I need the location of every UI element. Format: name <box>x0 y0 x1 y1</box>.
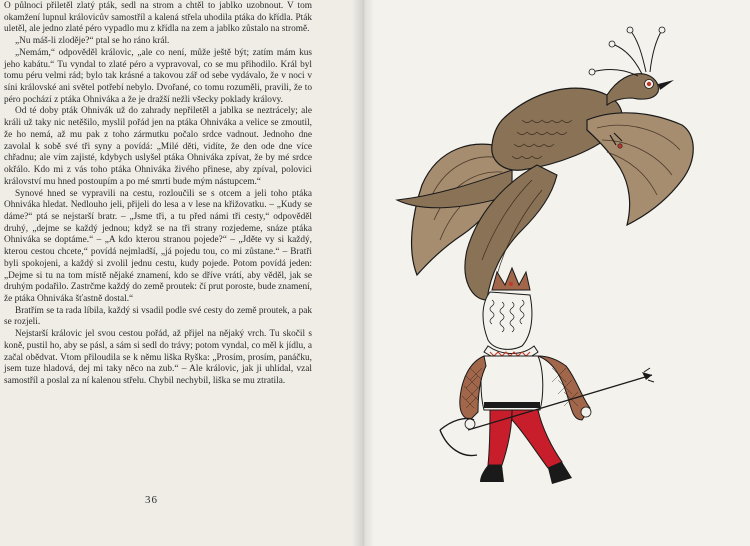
bird-crest <box>592 30 662 76</box>
paragraph: Bratřím se ta rada líbila, každý si vsadil podle své cesty do země proutek, a pak se rozjeli. <box>4 305 312 328</box>
bird-neck <box>607 74 658 105</box>
bird-right-wing <box>587 113 693 225</box>
paragraph: „Nu máš-li zloděje?“ ptal se ho ráno král. <box>15 36 170 47</box>
book-gutter-shadow <box>352 0 374 546</box>
paragraph: Synové hned se vypravili na cestu, rozloučili se s otcem a jeli toho ptáka Ohniváka hledat. Nedlouho jeli, přijeli do lesa a v lese na křižovatku. – „Kudy se dáme?“ ptá se nejstarší bratr. – „Jsme tři, a tu před námi tři cesty,“ odpověděl druhý, „dejme se každý jednou; když se na tři strany rozjedeme, snáze ptáka Ohniváka se doptáme.“ – „A kdo kterou stranou pojede?“ – „Jděte vy si každý, kterou cestou chcete,“ povídá nejmladší, „já pojedu tou, co mi zůstane.“ – Bratři byli spokojeni, a každý si zvolil jednu cestu, kudy pojede. Potom povídá jeden: „Dejme si tu na tom místě nějaké znamení, kdo se dříve vrátí, aby věděl, jak se druhým podařilo. Zastrčme každý do země proutek: čí prut poroste, bude znamení, že ptáka Ohniváka šťastně dostal.“ <box>4 188 312 304</box>
prince-tunic <box>481 356 543 410</box>
prince-icon <box>460 268 591 484</box>
prince-crown <box>492 268 530 290</box>
firebird-and-prince-illustration <box>362 0 750 546</box>
firebird-icon <box>397 27 693 300</box>
paragraph: O půlnoci přiletěl zlatý pták, sedl na strom a chtěl to jablko uzobnout. V tom okamžení lupnul královicův samostříl a kalená střela uhodila ptáka do křídla. Pták uletěl, ale jedno zlaté péro vypadlo mu z křídla na zem a jablko zůstalo na stromě. <box>4 1 312 35</box>
prince-belt <box>484 402 540 408</box>
bird-eye-pupil <box>647 82 651 86</box>
prince-left-boot <box>480 465 504 482</box>
left-page <box>0 0 362 546</box>
crown-jewel <box>509 282 513 286</box>
paragraph: „Nemám,“ odpověděl královic, „ale co není, může ještě být; zatím mám kus jeho kabátu.“ Tu vyndal to zlaté péro a vypravoval, co se mu přihodilo. Král byl tomu péru velmi rád; bylo tak krásné a takovou zář od sebe vydávalo, že v noci v síni královské ani světel potřebí nebylo. Dvořané, co tomu rozuměli, pravili, že to péro pochází z ptáka Ohniváka a že je dražší nežli všecky poklady královy. <box>4 47 312 105</box>
arrow-tip <box>642 372 652 380</box>
bird-foot-dot <box>618 144 622 148</box>
paragraph: Od té doby pták Ohnivák už do zahrady nepřiletěl a jablka se neztrácely; ale králi už taky nic netěšilo, myslil pořád jen na ptáka Ohniváka a velice se zmoutil, že ho nemá, až mu pak z toho zármutku počalo srdce vadnout. Jednoho dne zavolal k sobě své tři syny a povídá: „Milé děti, vidíte, že den ode dne více chřadnu; ale vím zajisté, kdybych uslyšel ptáka Ohniváka zpívat, že by mé srdce okřálo. Kdo mi z vás toho ptáka Ohniváka živého přinese, aby zpíval, polovici království mu hned postoupím a po mé smrti bude mým nástupcem.“ <box>4 106 312 187</box>
right-page <box>362 0 750 546</box>
bird-beak <box>658 80 674 90</box>
page-number: 36 <box>145 494 158 506</box>
prince-right-hand <box>581 407 591 417</box>
story-text <box>4 1 312 388</box>
prince-right-leg <box>512 410 562 468</box>
paragraph: Nejstarší královic jel svou cestou pořád, až přijel na nějaký vrch. Tu skočil s koně, pustil ho, aby se pásl, a sám si sedl do trávy; potom vyndal, co měl k jídlu, a začal obědvat. Vtom přiloudila se k němu liška Ryška: „Prosím, prosím, panáčku, jsem tuze hladová, dej mi taky něco na zub.“ – Ale královic, jak ji uhlídal, vzal samostříl a poslal za ní kalenou střelu. Chybil nechybil, liška se mu ztratila. <box>4 329 312 386</box>
